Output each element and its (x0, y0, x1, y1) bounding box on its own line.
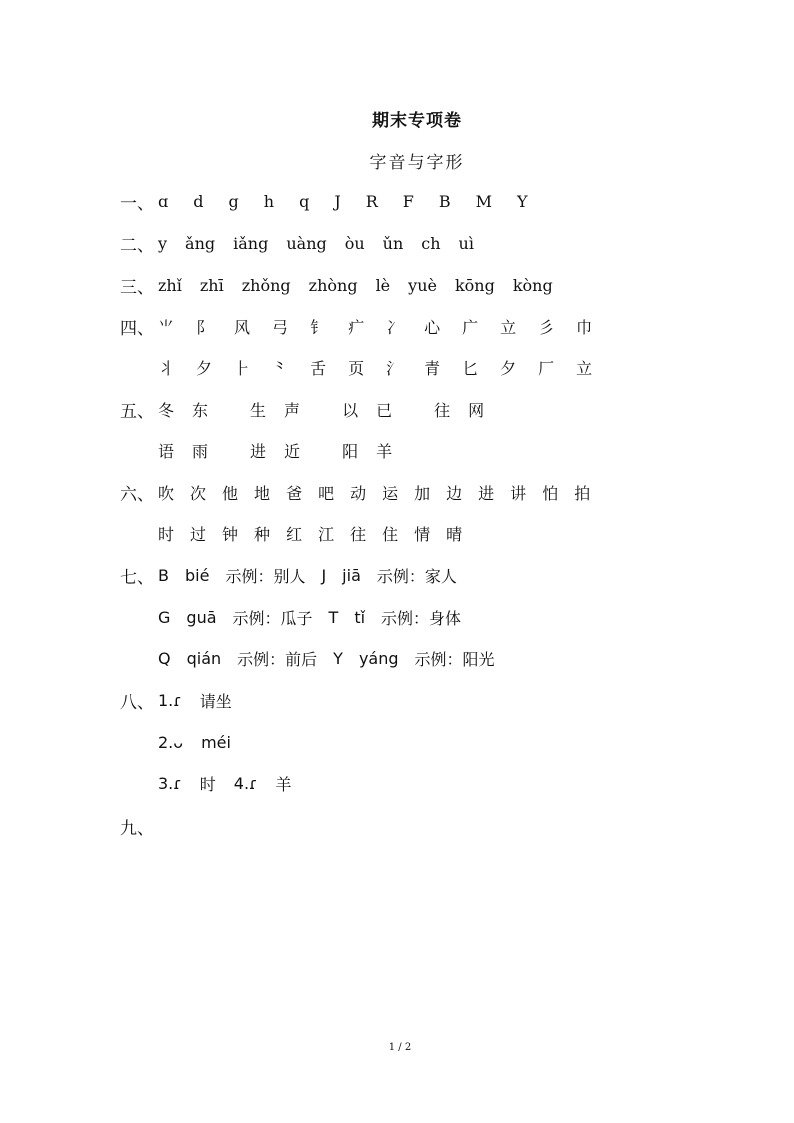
answer-item: 舌 (310, 358, 327, 378)
answer-item: ⺊ (234, 358, 251, 378)
section-label: 五、 (120, 401, 154, 422)
page-subtitle: 字音与字形 (369, 153, 465, 173)
answer-item: 钅 (310, 317, 327, 337)
answer-item: 厂 (538, 358, 555, 378)
section-items (158, 564, 457, 587)
answer-item: ch (421, 233, 441, 253)
section-2 (120, 231, 474, 255)
section-items (158, 439, 392, 462)
answer-item: 羊 (376, 441, 393, 461)
answer-item: Q (158, 648, 171, 668)
answer-item: 夕 (500, 358, 517, 378)
answer-item: lè (375, 275, 391, 295)
answer-item: 立 (500, 317, 517, 337)
answer-item: 丬 (158, 358, 175, 378)
section-label: 六、 (120, 484, 154, 505)
section-9 (120, 814, 158, 838)
answer-item: 广 (462, 317, 479, 337)
section-items (158, 315, 592, 338)
answer-item: 示例：别人 (225, 566, 306, 586)
section-items (158, 522, 462, 545)
answer-item: 弓 (272, 317, 289, 337)
answer-item: 青 (424, 358, 441, 378)
answer-item: d (193, 191, 204, 211)
section-items (158, 606, 461, 629)
answer-item: guā (186, 607, 217, 627)
section-label: 八、 (120, 692, 154, 713)
answer-item: 示例：身体 (381, 608, 462, 628)
answer-item: 4.ɾ (233, 773, 258, 793)
answer-item: g (228, 191, 239, 211)
section-3 (120, 273, 553, 297)
section-label: 九、 (120, 818, 154, 839)
answer-item: B (158, 565, 169, 585)
answer-item: méi (201, 732, 231, 752)
answer-item: 请坐 (199, 691, 232, 711)
section-items (158, 733, 231, 752)
answer-item: 边 (446, 483, 463, 503)
answer-item: 晴 (446, 524, 463, 544)
answer-item: 示例：瓜子 (232, 608, 313, 628)
section-6 (120, 480, 590, 504)
answer-item: 拍 (574, 483, 591, 503)
answer-item: 巾 (576, 317, 593, 337)
section-5 (120, 397, 484, 421)
answer-item: 地 (254, 483, 271, 503)
answer-item: M (475, 191, 493, 211)
answer-item: uàng (286, 233, 327, 253)
section-8-row-2 (158, 730, 231, 754)
answer-item: kōng (454, 275, 495, 295)
answer-item: J (334, 191, 341, 211)
section-label: 一、 (120, 193, 154, 214)
answer-item: 2.ᴗ (158, 732, 184, 752)
answer-item: jiā (342, 565, 361, 585)
answer-item: 往 (350, 524, 367, 544)
answer-item: J (321, 565, 327, 585)
answer-item: zhī (199, 275, 224, 295)
section-8-row-3 (158, 771, 292, 795)
answer-item: 阳 (342, 441, 359, 461)
answer-item: 羊 (275, 774, 292, 794)
answer-item: yuè (408, 275, 437, 295)
answer-item: y (158, 233, 168, 253)
section-8 (120, 688, 232, 712)
answer-item: 彡 (538, 317, 555, 337)
answer-item: q (299, 191, 310, 211)
section-7 (120, 563, 457, 587)
answer-item: ǎng (185, 233, 216, 253)
answer-item: 红 (286, 524, 303, 544)
answer-item: 进 (478, 483, 495, 503)
answer-item: 夕 (196, 358, 213, 378)
answer-item: G (158, 607, 171, 627)
answer-item: 爸 (286, 483, 303, 503)
answer-item: zhòng (308, 275, 358, 295)
answer-item: R (365, 191, 378, 211)
answer-item: 讲 (510, 483, 527, 503)
section-label: 七、 (120, 567, 154, 588)
answer-item: 匕 (462, 358, 479, 378)
page-title: 期末专项卷 (372, 111, 462, 131)
answer-item: Y (333, 648, 343, 668)
answer-item: 示例：阳光 (414, 649, 495, 669)
answer-item: 声 (284, 400, 301, 420)
section-items (158, 689, 232, 712)
section-label: 二、 (120, 235, 154, 256)
answer-item: 怕 (542, 483, 559, 503)
answer-item: ⺌ (158, 317, 175, 337)
answer-item: ⻖ (196, 317, 213, 337)
answer-item: Y (517, 191, 528, 211)
answer-item: òu (344, 233, 365, 253)
answer-item: 时 (199, 774, 216, 794)
section-5-row-2 (158, 438, 392, 462)
section-items (158, 772, 292, 795)
answer-item: ɑ (158, 191, 169, 211)
section-items (158, 234, 474, 253)
answer-item: 示例：前后 (237, 649, 318, 669)
section-items (158, 276, 553, 295)
section-label: 三、 (120, 277, 154, 298)
answer-item: zhǒng (241, 275, 291, 295)
answer-item: ǔn (382, 233, 404, 253)
section-items (158, 647, 495, 670)
answer-item: 生 (250, 400, 267, 420)
answer-item: 时 (158, 524, 175, 544)
answer-item: 页 (348, 358, 365, 378)
answer-item: 示例：家人 (376, 566, 457, 586)
answer-item: kòng (512, 275, 553, 295)
answer-item: 风 (234, 317, 251, 337)
answer-item: 近 (284, 441, 301, 461)
answer-item: 情 (414, 524, 431, 544)
section-items (158, 192, 528, 211)
section-7-row-3 (158, 646, 495, 670)
answer-item: 3.ɾ (158, 773, 182, 793)
answer-item: tǐ (354, 607, 366, 627)
section-items (158, 356, 592, 379)
answer-item: 他 (222, 483, 239, 503)
answer-item: 疒 (348, 317, 365, 337)
answer-item: 次 (190, 483, 207, 503)
answer-item: 进 (250, 441, 267, 461)
answer-item: 住 (382, 524, 399, 544)
answer-item: 东 (192, 400, 209, 420)
answer-item: qián (186, 648, 222, 668)
answer-item: 立 (576, 358, 593, 378)
section-label: 四、 (120, 318, 154, 339)
answer-item: zhǐ (158, 275, 182, 295)
answer-item: B (438, 191, 451, 211)
page-number: 1 / 2 (388, 1042, 412, 1053)
answer-item: bié (184, 565, 210, 585)
answer-item: 以 (342, 400, 359, 420)
answer-item: ⺀ (272, 358, 289, 378)
answer-item: iǎng (233, 233, 269, 253)
answer-item: 网 (468, 400, 485, 420)
answer-item: 加 (414, 483, 431, 503)
answer-item: 心 (424, 317, 441, 337)
answer-item: 运 (382, 483, 399, 503)
answer-item: T (328, 607, 339, 627)
answer-item: 语 (158, 441, 175, 461)
answer-item: 过 (190, 524, 207, 544)
section-6-row-2 (158, 521, 462, 545)
answer-item: uì (458, 233, 474, 253)
answer-item: 江 (318, 524, 335, 544)
section-7-row-2 (158, 605, 461, 629)
answer-item: 吹 (158, 483, 175, 503)
answer-item: 氵 (386, 358, 403, 378)
answer-item: 冬 (158, 400, 175, 420)
answer-item: 1.ɾ (158, 690, 182, 710)
section-1 (120, 189, 528, 213)
answer-item: h (263, 191, 275, 211)
answer-item: 冫 (386, 317, 403, 337)
answer-item: F (402, 191, 414, 211)
answer-item: 吧 (318, 483, 335, 503)
answer-item: 雨 (192, 441, 209, 461)
answer-item: 种 (254, 524, 271, 544)
section-4-row-2 (158, 355, 592, 379)
section-items (158, 481, 590, 504)
answer-item: 钟 (222, 524, 239, 544)
section-items (158, 398, 484, 421)
answer-item: 往 (434, 400, 451, 420)
answer-item: yáng (358, 648, 399, 668)
answer-item: 动 (350, 483, 367, 503)
section-4 (120, 314, 592, 338)
answer-item: 已 (376, 400, 393, 420)
